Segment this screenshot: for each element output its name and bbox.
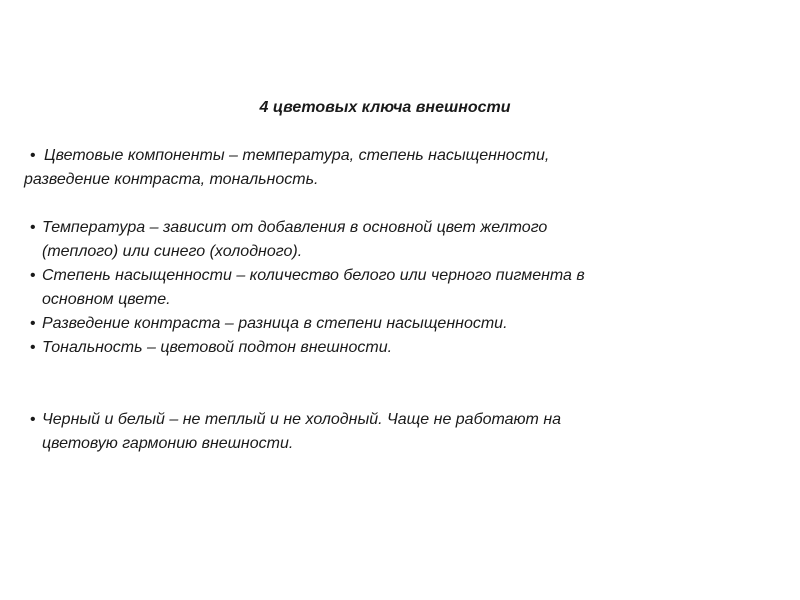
bullet-marker: • [30,315,36,332]
list-item-temperature [30,216,547,264]
list-item-tonality [30,336,392,360]
note-line-2: цветовую гармонию внешности. [42,435,294,452]
bullet-marker: • [30,219,36,236]
intro-bullet-item [24,144,550,192]
list-item-contrast [30,312,508,336]
bullet-marker: • [30,147,36,164]
bullet-marker: • [30,267,36,284]
list-item-line: Разведение контраста – разница в степени насыщенности. [42,315,508,332]
list-item-line: основном цвете. [42,291,171,308]
note-line-1: Черный и белый – не теплый и не холодный. Чаще не работают на [42,411,562,428]
intro-line-2: разведение контраста, тональность. [24,171,319,188]
list-item-line: Температура – зависит от добавления в основной цвет желтого [42,219,548,236]
slide-title: 4 цветовых ключа внешности [259,99,511,116]
intro-line-1: Цветовые компоненты – температура, степень насыщенности, [44,147,550,164]
list-item-line: Степень насыщенности – количество белого или черного пигмента в [42,267,585,284]
bullet-marker: • [30,411,36,428]
list-item-line: (теплого) или синего (холодного). [42,243,303,260]
bullet-marker: • [30,339,36,356]
note-bullet-item [30,408,561,456]
list-item-saturation [30,264,585,312]
list-item-line: Тональность – цветовой подтон внешности. [42,339,393,356]
